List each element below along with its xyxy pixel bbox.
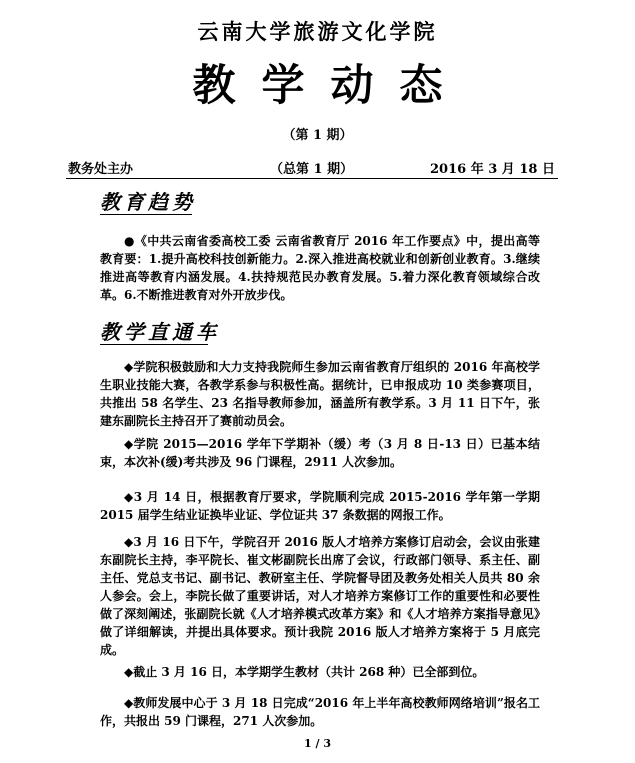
heading-underline [100,214,192,215]
paragraph: ◆截止 3 月 16 日，本学期学生教材（共计 268 种）已全部到位。 [124,665,485,679]
organizer: 教务处主办 [68,162,134,177]
publish-date: 2016 年 3 月 18 日 [430,162,555,177]
section-heading-teaching-express: 教学直通车 [100,320,220,344]
header-divider [66,178,558,179]
school-name: 云南大学旅游文化学院 [197,19,438,44]
paragraph: ◆3 月 16 日下午，学院召开 2016 版人才培养方案修订启动会，会议由张建东副院长主持，李平院长、崔文彬副院长出席了会议，行政部门领导、系主任、副主任、党总支书记、副书记、教研室主任、学院督导团及教务处相关人员共 80 余人参会。会上，李院长做了重要讲话，对人才培养方案修订工作的重要性和必要性做了深刻阐述，张副院长就《人才培养模式改革方案》和《人才培养方案指导意见》做了详细解读，并提出具体要求。预计我院 2016 版人才培养方案将于 5 月底完成。 [100,535,540,657]
heading-underline [100,344,208,345]
paragraph: ◆学院 2015—2016 学年下学期补（缓）考（3 月 8 日-13 日）已基本结束，本次补(缓)考共涉及 96 门课程，2911 人次参加。 [100,437,540,469]
paragraph: ◆学院积极鼓励和大力支持我院师生参加云南省教育厅组织的 2016 年高校学生职业技能大赛，各教学系参与积极性高。据统计，已申报成功 10 类参赛项目，共推出 58 名学生、23 名指导教师参加，涵盖所有教学系。3 月 11 日下午，张建东副院长主持召开了赛前动员会。 [100,360,540,428]
paragraph: ◆教师发展中心于 3 月 18 日完成“2016 年上半年高校教师网络培训”报名工作，共报出 59 门课程，271 人次参加。 [100,696,540,728]
page-number: 1 / 3 [304,737,331,750]
section-heading-education-trends: 教育趋势 [100,190,196,214]
issue-number: （第 1 期） [282,128,353,143]
total-issue: （总第 1 期） [270,162,354,177]
paragraph: ●《中共云南省委高校工委 云南省教育厅 2016 年工作要点》中，提出高等教育要：1.提升高校科技创新能力。2.深入推进高校就业和创新创业教育。3.继续推进高等教育内涵发展。4.扶持规范民办教育发展。5.着力深化教育领域综合改革。6.不断推进教育对外开放步伐。 [100,234,540,302]
newsletter-title: 教学动态 [192,61,469,111]
paragraph: ◆3 月 14 日，根据教育厅要求，学院顺利完成 2015-2016 学年第一学期 2015 届学生结业证换毕业证、学位证共 37 条数据的网报工作。 [100,490,540,522]
